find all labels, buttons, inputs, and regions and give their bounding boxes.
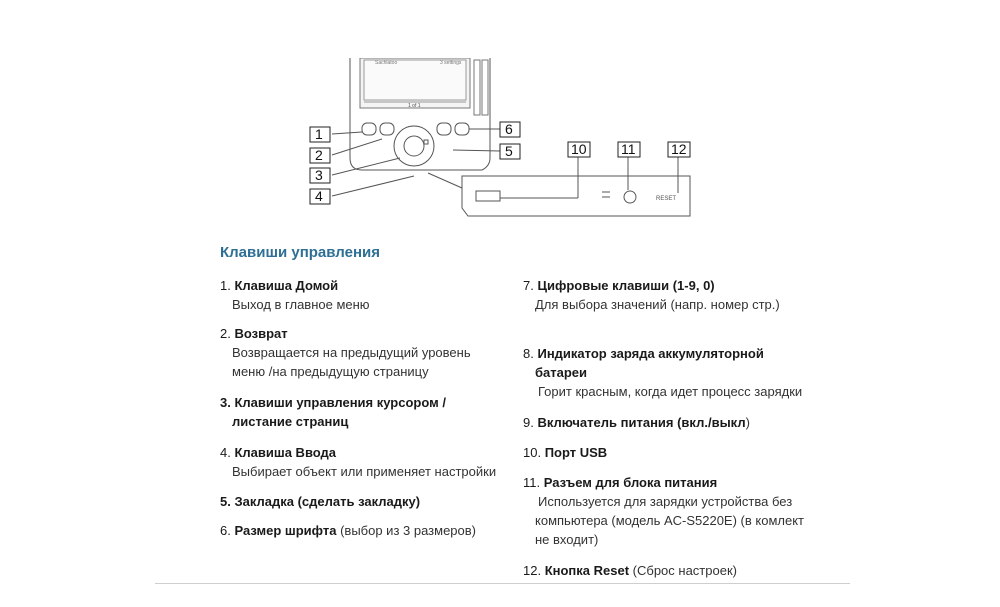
usb-port [476,191,500,201]
list-item-1: 1. Клавиша Домой Выход в главное меню [220,278,370,312]
bottom-divider [155,583,850,584]
list-item-8: 8. Индикатор заряда аккумуляторной батареи Горит красным, когда идет процесс зарядки [523,346,803,399]
font-size-key [455,123,469,135]
callout-2: 2 [315,147,323,163]
direction-pad [394,126,434,166]
list-item-7: 7. Цифровые клавиши (1-9, 0) Для выбора значений (напр. номер стр.) [523,278,780,312]
screen-text-settings: 3 settings [440,60,462,66]
screen-text-title: Sachlatoo [375,60,398,66]
list-item-3: 3. Клавиши управления курсором / листание страниц [220,395,446,429]
callout-6: 6 [505,121,513,137]
list-item-2: 2. Возврат Возвращается на предыдущий уровень меню /на предыдущую страницу [220,326,471,379]
bookmark-key [437,123,451,135]
callout-1: 1 [315,126,323,142]
list-item-6: 6. Размер шрифта (выбор из 3 размеров) [220,523,476,538]
enter-key [404,136,424,156]
section-heading: Клавиши управления [220,244,380,261]
home-key [362,123,376,135]
callout-5: 5 [505,143,513,159]
list-item-11: 11. Разъем для блока питания Используется для зарядки устройства без компьютера (модель AC-S5220E) (в комлект не входит) [523,475,804,547]
callout-4: 4 [315,188,323,204]
reset-label: RESET [656,196,677,202]
callout-12: 12 [671,141,687,157]
list-item-5: 5. Закладка (сделать закладку) [220,494,421,509]
list-item-4: 4. Клавиша Ввода Выбирает объект или применяет настройки [220,445,497,479]
callout-10: 10 [571,141,587,157]
list-item-12: 12. Кнопка Reset (Сброс настроек) [523,563,737,578]
list-item-9: 9. Включатель питания (вкл./выкл) [523,415,750,430]
power-connector [624,191,636,203]
list-item-10: 10. Порт USB [523,445,608,460]
screen-footer-text: 1 of 1 [408,103,421,109]
device-diagram [300,58,700,228]
callout-11: 11 [621,141,636,157]
callout-3: 3 [315,167,323,183]
back-key [380,123,394,135]
